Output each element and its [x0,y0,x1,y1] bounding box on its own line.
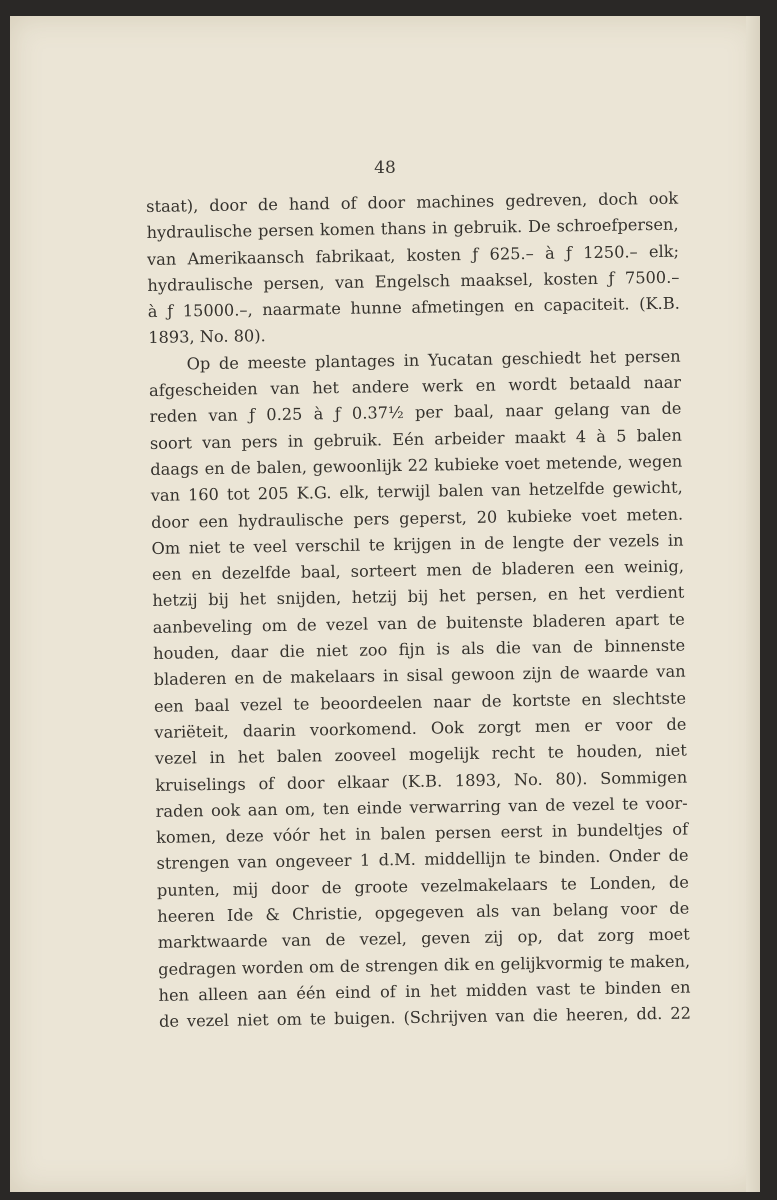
text-line: marktwaarde van de vezel, geven zij op, dat zorg moet [157,924,690,953]
page-edge [746,16,760,1192]
text-line: gedragen worden om de strengen dik en gelijkvormig te maken, [158,951,691,979]
text-line: van 160 tot 205 K.G. elk, terwijl balen van hetzelfde gewicht, [150,477,683,506]
text-line: hetzij bij het snijden, hetzij bij het persen, en het verdient [152,583,685,611]
text-line: van Amerikaansch fabrikaat, kosten ƒ 625.– à ƒ 1250.– elk; [146,241,680,269]
text-line: Op de meeste plantages in Yucatan geschiedt het persen [186,346,681,374]
text-line: à ƒ 15000.–, naarmate hunne afmetingen en capaciteit. (K.B. [147,293,680,322]
text-line: komen, deze vóór het in balen persen eerst in bundeltjes of [155,819,689,848]
page-number: 48 [374,158,396,178]
text-line: bladeren en de makelaars in sisal gewoon zijn de waarde van [153,661,686,690]
text-line: staat), door de hand of door machines gedreven, doch ook [146,188,679,216]
text-line: punten, mij door de groote vezelmakelaars te Londen, de [156,872,690,900]
text-line: kruiselings of door elkaar (K.B. 1893, No. 80). Sommigen [155,767,688,795]
text-line: de vezel niet om te buigen. (Schrijven van die heeren, dd. 22 [158,1003,692,1032]
text-line: heeren Ide & Christie, opgegeven als van belang voor de [157,898,690,926]
text-line: hydraulische persen, van Engelsch maaksel, kosten ƒ 7500.– [147,267,680,295]
text-line: Om niet te veel verschil te krijgen in de lengte der vezels in [151,530,684,558]
text-line: daags en de balen, gewoonlijk 22 kubieke voet metende, wegen [150,451,683,479]
text-line: houden, daar die niet zoo fijn is als die van de binnenste [153,635,686,663]
text-line: strengen van ongeveer 1 d.M. middellijn te binden. Onder de [156,845,689,874]
text-line: variëteit, daarin voorkomend. Ook zorgt men er voor de [154,714,687,742]
text-line: een baal vezel te beoordeelen naar de kortste en slechtste [153,688,687,716]
text-line: vezel in het balen zooveel mogelijk recht te houden, niet [154,740,687,769]
text-line: een en dezelfde baal, sorteert men de bladeren een weinig, [151,556,685,585]
text-line: aanbeveling om de vezel van de buitenste bladeren apart te [152,609,685,637]
text-line: soort van pers in gebruik. Eén arbeider maakt 4 à 5 balen [149,425,682,453]
text-line: door een hydraulische pers geperst, 20 kubieke voet meten. [151,504,684,532]
book-page [10,16,760,1192]
text-line: 1893, No. 80). [148,326,266,348]
text-line: hydraulische persen komen thans in gebruik. De schroefpersen, [146,214,679,243]
body-text [146,186,691,1036]
text-line: raden ook aan om, ten einde verwarring van de vezel te voor- [155,793,688,821]
text-line: afgescheiden van het andere werk en wordt betaald naar [148,372,682,401]
text-line: hen alleen aan één eind of in het midden vast te binden en [158,977,691,1005]
text-line: reden van ƒ 0.25 à ƒ 0.37½ per baal, naar gelang van de [149,398,682,427]
